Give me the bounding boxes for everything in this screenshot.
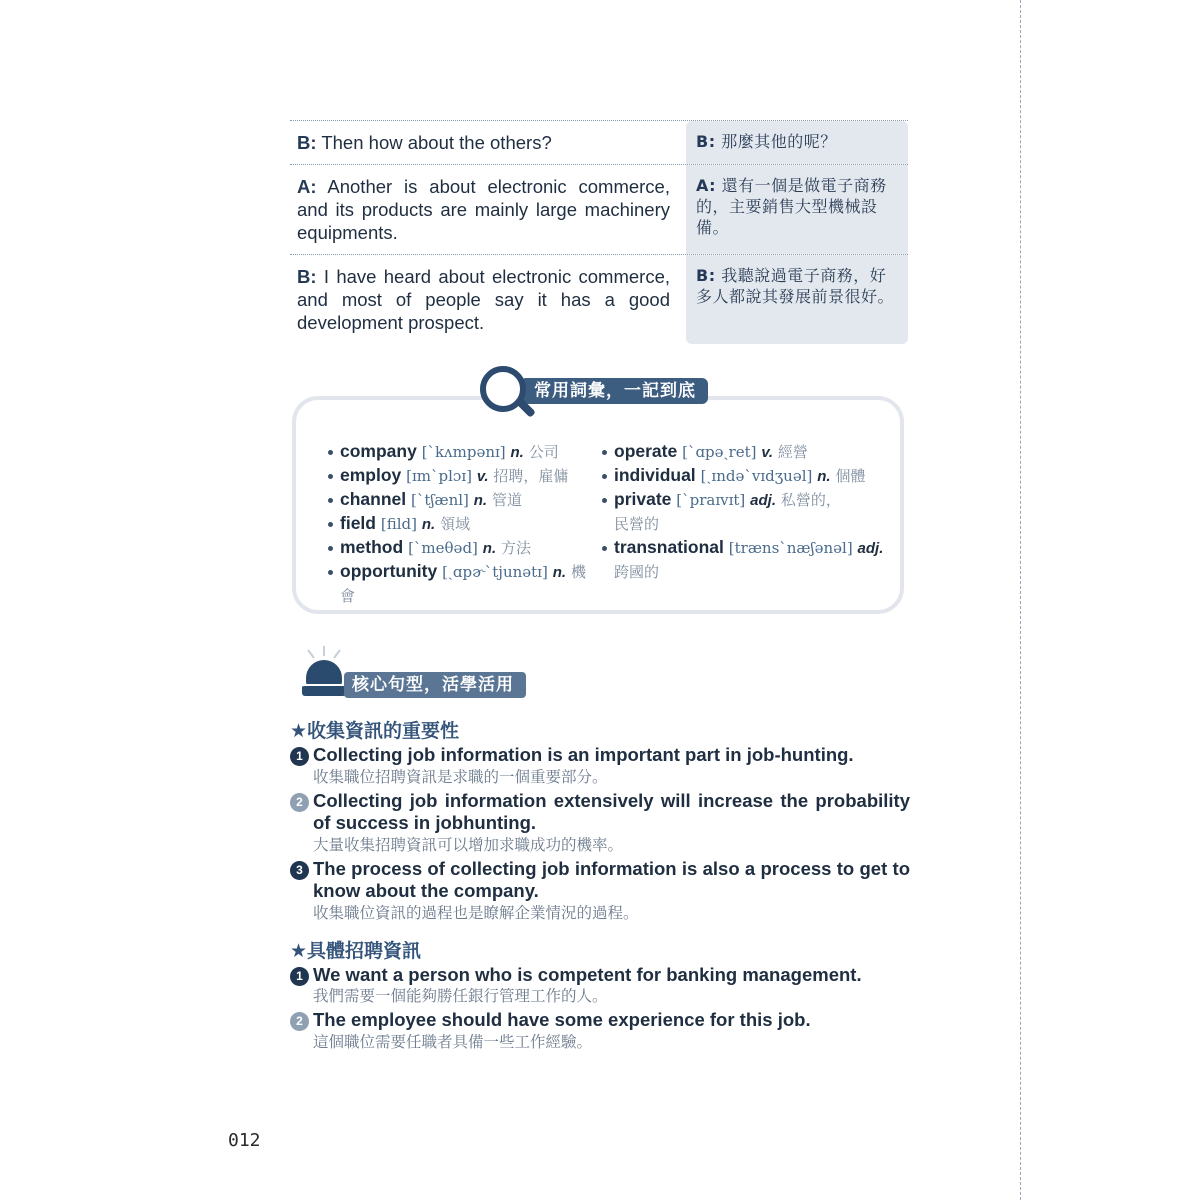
page-edge-dashed-rule [1020, 0, 1021, 1200]
number-badge: 2 [290, 1012, 309, 1031]
vocab-item [600, 464, 890, 488]
dialogue-chinese-text: 那麼其他的呢？ [721, 132, 837, 151]
vocab-word: opportunity [340, 561, 438, 581]
sentence-english: We want a person who is competent for banking management. [313, 963, 862, 985]
vocab-pos: n. [817, 468, 831, 485]
dialogue-english-text: Then how about the others? [321, 132, 552, 153]
vocab-phonetic: [ˋpraɪvɪt] [676, 491, 746, 509]
vocab-pos: n. [510, 444, 524, 461]
vocab-word: transnational [614, 537, 724, 557]
sentence-english: Collecting job information extensively will increase the probability of success in jobhunting. [313, 789, 910, 833]
sentence-item [290, 858, 910, 924]
vocab-phonetic: [ɪmˋplɔɪ] [406, 467, 472, 485]
vocab-item [326, 440, 586, 464]
vocab-header [480, 364, 730, 428]
vocab-word: field [340, 513, 376, 533]
vocab-word: company [340, 441, 417, 461]
section-title: ★具體招聘資訊 [290, 939, 422, 962]
number-badge: 2 [290, 793, 309, 812]
sentence-chinese: 這個職位需要任職者具備一些工作經驗。 [313, 1032, 593, 1051]
dialogue-chinese-text: 我聽說過電子商務，好多人都說其發展前景很好。 [696, 266, 895, 306]
vocab-meaning: 經營 [777, 443, 808, 461]
vocab-pos: v. [761, 444, 774, 461]
vocab-item [326, 536, 586, 560]
vocab-item [600, 440, 890, 464]
dialogue-row [290, 164, 908, 254]
speaker-label: B: [297, 266, 317, 287]
dialogue-english [290, 255, 678, 344]
vocab-word: employ [340, 465, 402, 485]
dialogue-table [290, 120, 908, 344]
vocab-phonetic: [ˋtʃænl] [411, 491, 469, 509]
sentence-chinese: 我們需要一個能夠勝任銀行管理工作的人。 [313, 987, 608, 1005]
dialogue-chinese-text: 還有一個是做電子商務的，主要銷售大型機械設備。 [696, 176, 887, 237]
vocab-meaning: 私營的，民營的 [614, 491, 841, 533]
vocab-title: 常用詞彙，一記到底 [520, 378, 708, 404]
sentence-english: Collecting job information is an important part in job-hunting. [313, 744, 854, 765]
vocab-item [326, 560, 586, 608]
vocab-item [600, 488, 854, 536]
vocab-pos: adj. [750, 492, 777, 509]
page-number: 012 [228, 1130, 261, 1151]
vocab-word: private [614, 489, 672, 509]
dialogue-chinese [686, 165, 908, 254]
sentence-english: The employee should have some experience for this job. [313, 1009, 811, 1030]
speaker-label: B: [696, 266, 716, 285]
vocab-meaning: 個體 [835, 467, 866, 485]
core-sentences [290, 718, 910, 1053]
vocab-word: individual [614, 465, 696, 485]
dialogue-chinese [686, 121, 908, 164]
siren-base [302, 684, 346, 696]
sentence-chinese: 大量收集招聘資訊可以增加求職成功的機率。 [313, 835, 624, 854]
vocab-meaning: 公司 [528, 443, 559, 461]
sentence-chinese: 收集職位招聘資訊是求職的一個重要部分。 [313, 767, 608, 786]
vocab-meaning: 方法 [501, 539, 532, 557]
dialogue-english [290, 165, 678, 254]
number-badge: 3 [290, 861, 309, 880]
dialogue-row [290, 120, 908, 164]
dialogue-english-text: I have heard about electronic commerce, and most of people say it has a good development prospect. [297, 266, 671, 333]
dialogue-english [290, 121, 678, 164]
vocab-phonetic: [ˏɪndəˋvɪdʒuəl] [700, 467, 813, 485]
sentence-english: The process of collecting job information is also a process to get to know about the company. [313, 857, 910, 901]
vocab-item [326, 488, 586, 512]
vocab-meaning: 招聘，雇傭 [493, 467, 569, 485]
dialogue-english-text: Another is about electronic commerce, and its products are mainly large machinery equipments. [297, 176, 670, 243]
vocab-word: channel [340, 489, 407, 509]
vocab-meaning: 跨國的 [614, 563, 660, 581]
vocab-list-left [326, 440, 586, 608]
vocab-phonetic: [fild] [380, 515, 417, 533]
vocab-item [326, 512, 586, 536]
section-title: ★收集資訊的重要性 [290, 720, 460, 742]
vocab-pos: n. [421, 516, 436, 533]
speaker-label: A: [297, 176, 317, 197]
vocab-phonetic: [ˋɑpəˏret] [682, 443, 757, 461]
vocab-meaning: 機會 [340, 563, 586, 605]
vocab-meaning: 管道 [491, 491, 522, 509]
core-header [296, 644, 556, 704]
speaker-label: B: [696, 132, 716, 151]
vocab-pos: n. [482, 540, 497, 557]
vocab-phonetic: [ˋkʌmpənɪ] [421, 443, 506, 461]
vocab-meaning: 領域 [440, 515, 471, 533]
vocab-list-right [600, 440, 890, 584]
vocab-phonetic: [trænsˋnæʃənəl] [728, 539, 853, 557]
sentence-item [290, 964, 910, 1008]
vocab-pos: n. [473, 492, 488, 509]
dialogue-chinese [686, 255, 908, 344]
dialogue-row [290, 254, 908, 344]
vocab-phonetic: [ˋmeθəd] [408, 539, 478, 557]
sentence-chinese: 收集職位資訊的過程也是瞭解企業情況的過程。 [313, 903, 639, 922]
number-badge: 1 [290, 967, 309, 986]
vocab-item [326, 464, 586, 488]
number-badge: 1 [290, 747, 309, 766]
vocab-word: operate [614, 441, 678, 461]
vocab-word: method [340, 537, 404, 557]
vocab-item [600, 536, 894, 584]
sentence-item [290, 1009, 910, 1053]
core-title: 核心句型，活學活用 [344, 672, 526, 698]
sentence-item [290, 744, 910, 788]
vocab-phonetic: [ˏɑpɚˋtjunətɪ] [442, 563, 548, 581]
vocab-pos: adj. [857, 540, 884, 557]
speaker-label: B: [297, 132, 317, 153]
speaker-label: A: [696, 176, 717, 195]
vocab-pos: v. [476, 468, 489, 485]
sentence-item [290, 790, 910, 856]
vocab-pos: n. [552, 564, 567, 581]
